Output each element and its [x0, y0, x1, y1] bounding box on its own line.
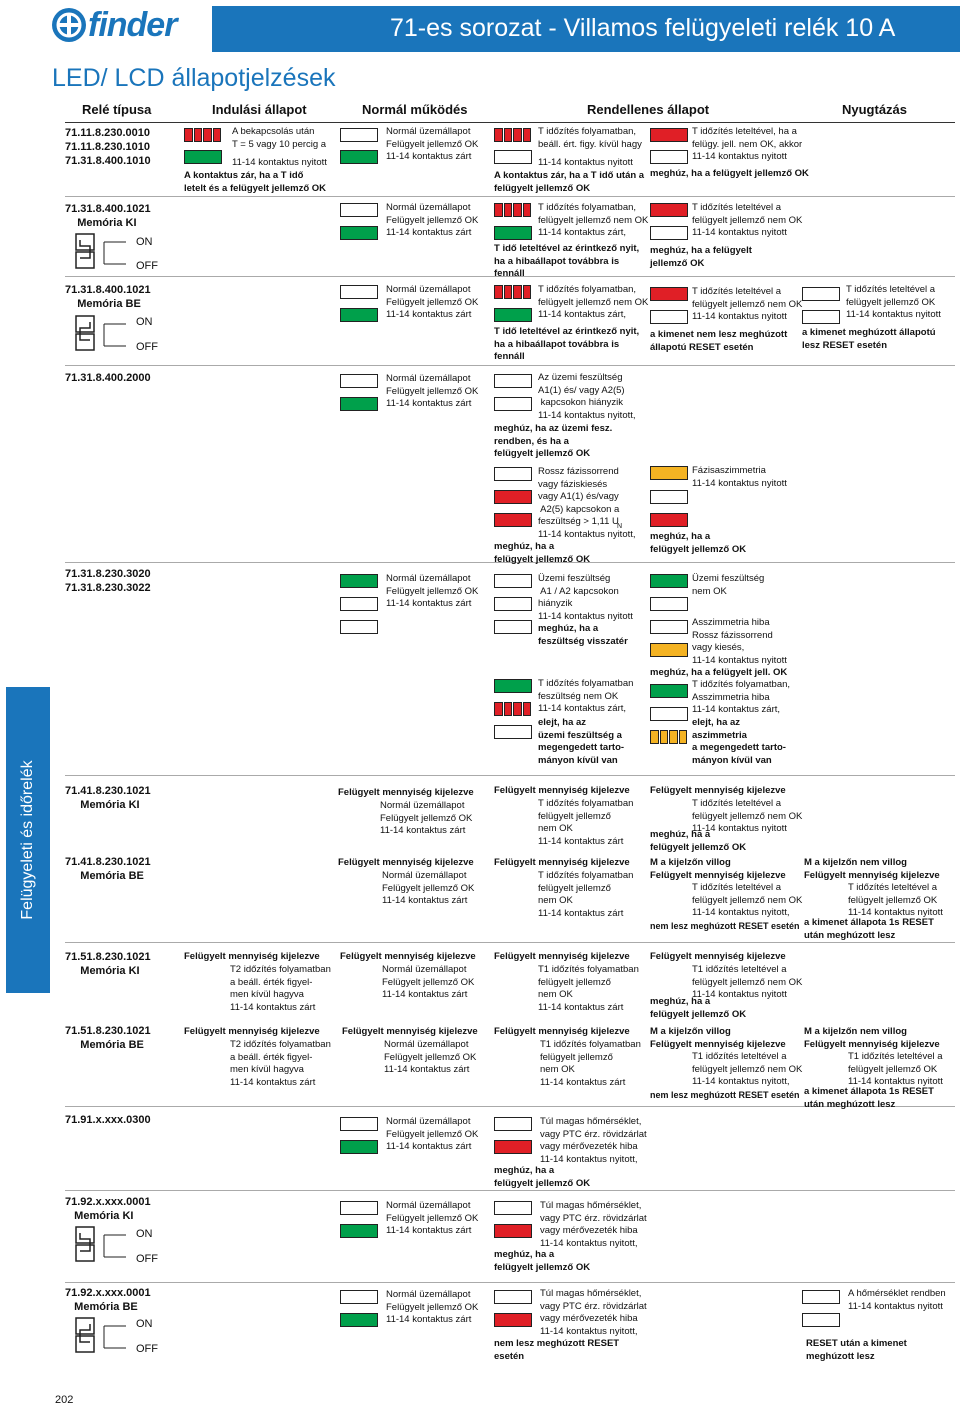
led-green [650, 574, 688, 588]
normal-state-text: Normál üzemállapot Felügyelt jellemző OK 11-14 kontaktus zárt [382, 870, 475, 906]
abnormal-state-text: Fázisaszimmetria 11-14 kontaktus nyitott [692, 465, 787, 489]
reset-text: T időzítés leteltével a felügyelt jellemző OK 11-14 kontaktus nyitott [848, 882, 943, 918]
led-amber [650, 643, 688, 657]
led-blinking-red [494, 285, 532, 299]
start-state-text: T2 időzítés folyamatban a beáll. érték figyel- men kívül hagyva 11-14 kontaktus zárt [230, 964, 331, 1013]
memory-switch-off-icon [72, 232, 130, 272]
sidebar-label: Felügyeleti és időrelék [19, 760, 36, 920]
display-note: Felügyelt mennyiség kijelezve [650, 870, 786, 881]
led-blinking-red [494, 702, 532, 716]
header-reset: Nyugtázás [842, 102, 908, 117]
led-off [494, 620, 532, 634]
led-green [184, 150, 222, 164]
led-green [340, 1313, 378, 1327]
switch-off-label: OFF [136, 260, 158, 272]
normal-state-text: Normál üzemállapot Felügyelt jellemző OK 11-14 kontaktus zárt [386, 1289, 479, 1325]
led-red [650, 287, 688, 301]
abnormal-state-text: T1 időzítés leteltével a felügyelt jellemző nem OK 11-14 kontaktus nyitott [692, 964, 803, 1000]
abnormal-state-note: meghúz, ha a felügyelt jellemző OK [494, 1165, 591, 1189]
led-off [494, 467, 532, 481]
led-off [494, 374, 532, 388]
header-normal-operation: Normál működés [362, 102, 468, 117]
abnormal-state-note: elejt, ha az üzemi feszültség a megengedett tarto- mányon kívül van [538, 717, 625, 766]
led-green [340, 1140, 378, 1154]
sidebar-tab [6, 687, 50, 993]
subscript-n: N [617, 523, 623, 530]
row-divider [65, 775, 955, 776]
abnormal-state-text: T időzítés leteltével a felügyelt jellemző nem OK 11-14 kontaktus nyitott [692, 286, 803, 322]
led-red [494, 1224, 532, 1238]
display-note: Felügyelt mennyiség kijelezve [338, 787, 474, 798]
abnormal-state-text: T időzítés folyamatban, beáll. ért. figy. kívül hagy [538, 126, 642, 150]
abnormal-state-note: T idő leteltével az érintkező nyit, ha a hibaállapot továbbra is fennáll [494, 243, 640, 279]
abnormal-state-note: nem lesz meghúzott RESET esetén [650, 1090, 800, 1100]
led-red [650, 203, 688, 217]
display-note: Felügyelt mennyiség kijelezve [494, 857, 630, 868]
reset-note: a kimenet állapota 1s RESET után meghúzott lesz [804, 1086, 934, 1110]
abnormal-state-note: meghúz, ha a feszültség visszatér [538, 623, 628, 647]
normal-state-text: Normál üzemállapot Felügyelt jellemző OK 11-14 kontaktus zárt [386, 1116, 479, 1152]
abnormal-state-note: nem lesz meghúzott RESET esetén [650, 921, 800, 931]
led-off [340, 128, 378, 142]
normal-state-text: Normál üzemállapot Felügyelt jellemző OK 11-14 kontaktus zárt [386, 126, 479, 162]
memory-switch-off-icon [72, 1225, 130, 1265]
abnormal-state-text: Rossz fázissorrend vagy fáziskiesés vagy A1(1) és/vagy A2(5) kapcsokon a feszültség > 1,11 U [538, 466, 620, 527]
normal-state-text: Normál üzemállapot Felügyelt jellemző OK 11-14 kontaktus zárt [386, 284, 479, 320]
switch-on-label: ON [136, 316, 153, 328]
display-note: Felügyelt mennyiség kijelezve [184, 1026, 320, 1037]
normal-state-text: Normál üzemállapot Felügyelt jellemző OK 11-14 kontaktus zárt [382, 964, 475, 1000]
abnormal-state-text: 11-14 kontaktus nyitott, [538, 529, 636, 540]
abnormal-state-text: T időzítés folyamatban felügyelt jellemző nem OK 11-14 kontaktus zárt [538, 798, 634, 847]
led-off [650, 150, 688, 164]
abnormal-state-note: T idő leteltével az érintkező nyit, ha a hibaállapot továbbra is fennáll [494, 326, 640, 362]
start-state-text: A bekapcsolás után T = 5 vagy 10 percig a [232, 126, 327, 150]
led-red [494, 490, 532, 504]
page-subtitle: LED/ LCD állapotjelzések [52, 64, 336, 92]
led-off [494, 1290, 532, 1304]
led-green [340, 226, 378, 240]
led-off [802, 310, 840, 324]
led-blinking-amber [650, 730, 688, 744]
abnormal-state-text: T1 időzítés leteltével a felügyelt jellemző nem OK 11-14 kontaktus nyitott, [692, 1051, 803, 1087]
display-note: Felügyelt mennyiség kijelezve [494, 785, 630, 796]
led-green [494, 679, 532, 693]
led-off [340, 1201, 378, 1215]
abnormal-state-text: Túl magas hőmérséklet, vagy PTC érz. rövidzárlat vagy mérővezeték hiba 11-14 kontaktus nyitott, [540, 1200, 647, 1249]
abnormal-state-note: meghúz, ha a felügyelt jellemző OK [494, 541, 591, 565]
page-number: 202 [55, 1394, 74, 1406]
reset-text: T1 időzítés leteltével a felügyelt jellemző OK 11-14 kontaktus nyitott [848, 1051, 943, 1087]
memory-switch-on-icon [72, 314, 130, 354]
display-note: Felügyelt mennyiség kijelezve [804, 1039, 940, 1050]
normal-state-text: Normál üzemállapot Felügyelt jellemző OK 11-14 kontaktus zárt [386, 373, 479, 409]
led-red [494, 1140, 532, 1154]
abnormal-state-text: Asszimmetria hiba Rossz fázissorrend vagy kiesés, 11-14 kontaktus nyitott [692, 617, 787, 666]
row-divider [65, 365, 955, 366]
led-amber [650, 466, 688, 480]
led-off [650, 597, 688, 611]
abnormal-state-note: meghúz, ha a felügyelt jellemző OK [650, 829, 747, 853]
abnormal-state-text: T időzítés folyamatban feszültség nem OK 11-14 kontaktus zárt, [538, 678, 634, 714]
row-divider [65, 1282, 955, 1283]
led-off [494, 597, 532, 611]
relay-code: 71.11.8.230.0010 71.11.8.230.1010 71.31.8.400.1010 [65, 127, 151, 167]
memory-switch-on-icon [72, 1316, 130, 1356]
abnormal-state-note: meghúz, ha a felügyelt jellemző OK [650, 531, 747, 555]
display-note: Felügyelt mennyiség kijelezve [340, 951, 476, 962]
abnormal-state-note: meghúz, ha a felügyelt jellemző OK [650, 168, 809, 179]
abnormal-state-text: T1 időzítés folyamatban felügyelt jellemző nem OK 11-14 kontaktus zárt [538, 964, 639, 1013]
display-note: Felügyelt mennyiség kijelezve [338, 857, 474, 868]
normal-state-text: Normál üzemállapot Felügyelt jellemző OK 11-14 kontaktus zárt [380, 800, 473, 836]
display-note: M a kijelzőn villog [650, 857, 731, 868]
led-red [650, 128, 688, 142]
display-note: Felügyelt mennyiség kijelezve [494, 951, 630, 962]
normal-state-text: Normál üzemállapot Felügyelt jellemző OK 11-14 kontaktus zárt [386, 202, 479, 238]
abnormal-state-note: meghúz, ha a felügyelt jellemző OK [494, 1249, 591, 1273]
brand-name: finder [88, 6, 177, 44]
relay-code: 71.41.8.230.1021 Memória KI [65, 785, 151, 811]
header-abnormal-state: Rendellenes állapot [587, 102, 710, 117]
abnormal-state-note: elejt, ha az aszimmetria a megengedett tarto- mányon kívül van [692, 717, 786, 766]
abnormal-state-text: 11-14 kontaktus nyitott [538, 157, 633, 168]
abnormal-state-text: T időzítés folyamatban, Asszimmetria hiba 11-14 kontaktus zárt, [692, 679, 791, 715]
switch-off-label: OFF [136, 1343, 158, 1355]
led-off [494, 725, 532, 739]
relay-code: 71.31.8.400.1021 Memória BE [65, 284, 151, 310]
reset-note: a kimenet állapota 1s RESET után meghúzott lesz [804, 917, 934, 941]
led-blinking-red [494, 203, 532, 217]
row-divider [65, 196, 955, 197]
relay-code: 71.92.x.xxx.0001 Memória BE [65, 1287, 151, 1313]
start-state-note: A kontaktus zár, ha a T idő letelt és a felügyelt jellemző OK [184, 170, 327, 194]
abnormal-state-text: Üzemi feszültség A1 / A2 kapcsokon hiányzik 11-14 kontaktus nyitott [538, 573, 633, 622]
display-note: Felügyelt mennyiség kijelezve [342, 1026, 478, 1037]
switch-on-label: ON [136, 236, 153, 248]
led-off [494, 397, 532, 411]
led-red [650, 513, 688, 527]
relay-code: 71.91.x.xxx.0300 [65, 1114, 151, 1126]
led-off [340, 374, 378, 388]
led-blinking-red [494, 128, 532, 142]
abnormal-state-note: meghúz, ha a felügyelt jell. OK [650, 667, 788, 678]
page-title: 71-es sorozat - Villamos felügyeleti relék 10 A [390, 14, 896, 42]
abnormal-state-text: T időzítés leteltével, ha a felügy. jell. nem OK, akkor 11-14 kontaktus nyitott [692, 126, 803, 162]
led-off [802, 287, 840, 301]
relay-code: 71.31.8.400.1021 Memória KI [65, 203, 151, 229]
abnormal-state-note: nem lesz meghúzott RESET esetén [494, 1338, 620, 1362]
switch-on-label: ON [136, 1228, 153, 1240]
display-note: Felügyelt mennyiség kijelezve [650, 1039, 786, 1050]
reset-note: RESET után a kimenet meghúzott lesz [806, 1338, 907, 1362]
led-off [494, 150, 532, 164]
header-divider [65, 122, 955, 123]
abnormal-state-text: Túl magas hőmérséklet, vagy PTC érz. rövidzárlat vagy mérővezeték hiba 11-14 kontaktus nyitott, [540, 1116, 647, 1165]
display-note: M a kijelzőn nem villog [804, 857, 907, 868]
led-off [650, 707, 688, 721]
finder-logo-icon [52, 8, 86, 42]
abnormal-state-text: T1 időzítés folyamatban felügyelt jellemző nem OK 11-14 kontaktus zárt [540, 1039, 641, 1088]
relay-code: 71.92.x.xxx.0001 Memória KI [65, 1196, 151, 1222]
display-note: Felügyelt mennyiség kijelezve [650, 951, 786, 962]
led-off [340, 1117, 378, 1131]
normal-state-text: Normál üzemállapot Felügyelt jellemző OK 11-14 kontaktus zárt [384, 1039, 477, 1075]
normal-state-text: Normál üzemállapot Felügyelt jellemző OK 11-14 kontaktus zárt [386, 573, 479, 609]
display-note: Felügyelt mennyiség kijelezve [494, 1026, 630, 1037]
switch-off-label: OFF [136, 341, 158, 353]
abnormal-state-note: A kontaktus zár, ha a T idő után a felügyelt jellemző OK [494, 170, 645, 194]
display-note: Felügyelt mennyiség kijelezve [804, 870, 940, 881]
switch-off-label: OFF [136, 1253, 158, 1265]
led-off [340, 597, 378, 611]
abnormal-state-note: meghúz, ha az üzemi fesz. rendben, és ha a felügyelt jellemző OK [494, 423, 613, 459]
relay-code: 71.51.8.230.1021 Memória KI [65, 951, 151, 977]
led-green [650, 684, 688, 698]
led-off [650, 226, 688, 240]
led-green [494, 226, 532, 240]
led-off [802, 1290, 840, 1304]
abnormal-state-text: T időzítés leteltével a felügyelt jellemző nem OK 11-14 kontaktus nyitott, [692, 882, 803, 918]
display-note: M a kijelzőn villog [650, 1026, 731, 1037]
led-off [340, 1290, 378, 1304]
led-green [340, 574, 378, 588]
abnormal-state-text: Az üzemi feszültség A1(1) és/ vagy A2(5) kapcsokon hiányzik 11-14 kontaktus nyitott, [538, 372, 636, 421]
led-off [340, 620, 378, 634]
led-red [494, 513, 532, 527]
abnormal-state-text: Üzemi feszültség nem OK [692, 573, 765, 597]
led-red [494, 1313, 532, 1327]
start-state-text: 11-14 kontaktus nyitott [232, 157, 327, 168]
relay-code: 71.41.8.230.1021 Memória BE [65, 856, 151, 882]
display-note: Felügyelt mennyiség kijelezve [650, 785, 786, 796]
display-note: Felügyelt mennyiség kijelezve [184, 951, 320, 962]
led-off [650, 310, 688, 324]
reset-text: T időzítés leteltével a felügyelt jellemző OK 11-14 kontaktus nyitott [846, 284, 941, 320]
led-green [340, 397, 378, 411]
relay-code: 71.51.8.230.1021 Memória BE [65, 1025, 151, 1051]
led-off [494, 574, 532, 588]
led-off [802, 1313, 840, 1327]
led-off [494, 1117, 532, 1131]
reset-note: a kimenet meghúzott állapotú lesz RESET esetén [802, 327, 936, 351]
abnormal-state-text: T időzítés leteltével a felügyelt jellemző nem OK 11-14 kontaktus nyitott [692, 202, 803, 238]
start-state-text: T2 időzítés folyamatban a beáll. érték figyel- men kívül hagyva 11-14 kontaktus zárt [230, 1039, 331, 1088]
abnormal-state-text: Túl magas hőmérséklet, vagy PTC érz. rövidzárlat vagy mérővezeték hiba 11-14 kontaktus nyitott, [540, 1288, 647, 1337]
relay-code: 71.31.8.230.3020 71.31.8.230.3022 [65, 568, 151, 594]
switch-on-label: ON [136, 1318, 153, 1330]
abnormal-state-text: T időzítés folyamatban, felügyelt jellemző nem OK 11-14 kontaktus zárt, [538, 284, 649, 320]
normal-state-text: Normál üzemállapot Felügyelt jellemző OK 11-14 kontaktus zárt [386, 1200, 479, 1236]
abnormal-state-text: T időzítés folyamatban felügyelt jellemző nem OK 11-14 kontaktus zárt [538, 870, 634, 919]
abnormal-state-note: a kimenet nem lesz meghúzott állapotú RESET esetén [650, 329, 788, 353]
header-start-state: Indulási állapot [212, 102, 307, 117]
relay-code: 71.31.8.400.2000 [65, 372, 151, 384]
abnormal-state-note: meghúz, ha a felügyelt jellemző OK [650, 996, 747, 1020]
abnormal-state-note: meghúz, ha a felügyelt jellemző OK [650, 245, 752, 269]
led-blinking-red [184, 128, 222, 142]
reset-text: A hőmérséklet rendben 11-14 kontaktus nyitott [848, 1288, 946, 1312]
abnormal-state-text: T időzítés leteltével a felügyelt jellemző nem OK 11-14 kontaktus nyitott [692, 798, 803, 834]
led-off [494, 1201, 532, 1215]
display-note: M a kijelzőn nem villog [804, 1026, 907, 1037]
abnormal-state-text: T időzítés folyamatban, felügyelt jellemző nem OK 11-14 kontaktus zárt, [538, 202, 649, 238]
led-off [650, 490, 688, 504]
led-green [340, 308, 378, 322]
led-off [340, 203, 378, 217]
led-green [340, 1224, 378, 1238]
header-relay-type: Relé típusa [82, 102, 152, 117]
row-divider [65, 942, 955, 943]
led-green [494, 308, 532, 322]
led-off [340, 285, 378, 299]
led-green [340, 150, 378, 164]
row-divider [65, 1190, 955, 1191]
led-off [650, 620, 688, 634]
